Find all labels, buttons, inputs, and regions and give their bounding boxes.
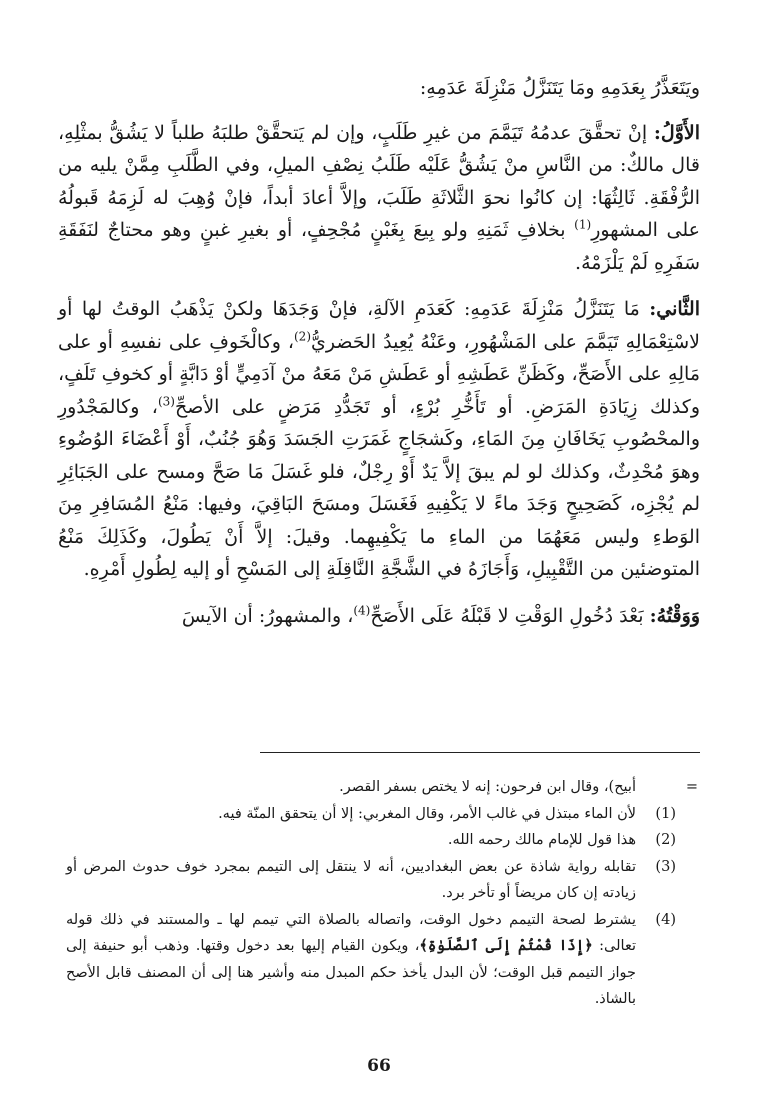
footnote-ref[interactable]: (3) (157, 394, 175, 409)
footnote-2 (66, 827, 676, 854)
intro-line (58, 72, 700, 105)
paragraph-text: بَعْدَ دُخُولِ الوَقْتِ لا قَبْلَهُ عَلَى الأَصَحِّ (370, 604, 650, 627)
footnotes (66, 774, 698, 1013)
footnote-text: لأن الماء مبتذل في غالب الأمر، وقال المغربي: إلا أن يتحقق المنّة فيه. (218, 805, 636, 822)
footnote-number: (1) (655, 805, 676, 822)
footnote-text: أبيح)، وقال ابن فرحون: إنه لا يختص بسفر القصر. (339, 779, 636, 795)
paragraph-third (58, 600, 700, 633)
footnote-text: تقابله رواية شاذة عن بعض البغداديين، أنه لا ينتقل إلى التيمم بمجرد خوف حدوث المرض أو زيادته إن كان مريضاً أو تأخر برد. (66, 858, 636, 901)
footnote-ref[interactable]: (1) (574, 217, 592, 232)
footnote-text: هذا قول للإمام مالك رحمه الله. (447, 832, 636, 848)
footnote-ref[interactable]: (2) (293, 329, 311, 344)
paragraph-lead: وَوَقْتُهُ: (649, 604, 700, 627)
footnote-3 (66, 854, 676, 907)
paragraph-second (58, 293, 700, 586)
quran-quote: ﴿إِذَا قُمْتُمْ إِلَى ٱلصَّلَوٰةِ﴾ (419, 937, 593, 954)
intro-text: ويَتَعَذَّرُ بِعَدَمِهِ ومَا يَتَنَزَّلُ مَنْزِلَةَ عَدَمِهِ: (419, 77, 700, 99)
page-number: 66 (367, 1056, 391, 1076)
footnote-continued (66, 774, 698, 801)
paragraph-lead: الأَوَّلُ: (653, 121, 700, 144)
footnote-4 (66, 907, 676, 1013)
paragraph-text: مَا يَتَنَزَّلُ مَنْزِلَةَ عَدَمِهِ: كَعَدَمِ الآلةِ، فإنْ وَجَدَهَا ولكنْ يَذْهَبُ الوقتُ لها أو لاسْتِعْمَالِهِ تَيَمَّمَ على المَشْهُورِ، وعَنْهُ يُعِيدُ الحَضريُّ (58, 298, 700, 353)
footnote-text: ، ويكون القيام إليها بعد دخول وقتها. وذهب أبو حنيفة إلى جواز التيمم قبل الوقت؛ لأن البدل يأخذ حكم المبدل منه وأشير هنا إلى أن المصنف قابل الأصح بالشاذ. (66, 938, 636, 1007)
footnote-number: (3) (655, 858, 676, 875)
continuation-mark: = (685, 779, 698, 795)
paragraph-lead: الثَّاني: (649, 298, 700, 320)
paragraph-first (58, 117, 700, 280)
footnote-ref[interactable]: (4) (353, 603, 371, 618)
footnote-divider (260, 752, 700, 753)
paragraph-text: إنْ تحقَّقَ عدمُهُ تَيَمَّمَ من غيرِ طَلَبٍ، وإن لم يَتحقَّقْ طلبَهُ طلباً لا يَشُقُّ بمثْلِهِ، قال مالكٌ: من النَّاسِ منْ يَشُقُّ عَلَيْه طَلَبُ نِصْفِ الميلِ، وفي الطَّلَبِ مِمَّنْ يليه من الرُّفْقَةِ. ثَالِثُهَا: إن كانُوا نحوَ الثَّلاثَةِ طَلَبَ، وإلاَّ أعادَ أبداً، فإنْ وُهِبَ له لَزِمَهُ قَبولُهُ على المشهورِ (58, 121, 700, 241)
footnote-number: (2) (655, 832, 676, 848)
footnote-text: يشترط لصحة التيمم دخول الوقت، واتصاله بالصلاة التي تيمم لها ـ والمستند في ذلك قوله تعالى: (66, 911, 637, 954)
footnote-1 (66, 801, 676, 828)
paragraph-text: ، وكالمَجْدُورِ والمحْصُوبِ يَخَافَانِ مِنَ المَاءِ، وكَشجَاجٍ غَمَرَتِ الجَسَدَ وَهُوَ جُنُبٌ، أَوْ أَعْضَاءَ الوُضُوءِ وهوَ مُحْدِثٌ، وكذلك لو لم يبقَ إلاَّ يَدٌ أَوْ رِجْلٌ، فلو غَسَلَ مَا صَحَّ ومسح على الجَبَائِرِ لم يُجْزِه، كَصَحِيحٍ وَجَدَ ماءً لا يَكْفِيهِ فَغَسَلَ ومسَحَ البَاقِيَ، وفيها: مَنْعُ المُسَافِرِ مِنَ الوَطءِ وليس مَعَهُمَا من الماءِ ما يَكْفِيهِما. وقيلَ: إلاَّ أَنْ يَطُولَ، وكَذَلِكَ مَنْعُ المتوضئين من التَّقْبِيلِ، وَأَجَازَهُ في الشَّجَّةِ النَّاقِلَةِ إلى المَسْحِ أو إليه لِطُولِ أَمْرِهِ. (58, 395, 700, 580)
main-text (58, 72, 700, 646)
footnote-number: (4) (655, 911, 676, 928)
paragraph-text: بخلافِ ثَمَنِهِ ولو بِيعَ بِغَبْنٍ مُجْحِفٍ، أو بغيرِ غبنٍ وهو محتاجٌ لنَفَقَةِ سَفَرِهِ لَمْ يَلْزَمْهُ. (58, 219, 700, 274)
paragraph-text: ، وكالْخَوفِ على نفسِهِ أو على مَالِهِ على الأَصَحِّ، وكَظَنِّ عَطَشِهِ أو عَطَشِ مَنْ مَعَهُ منْ آدَمِيٍّ أوْ دَابَّةٍ أو كخوفِ تَلَفٍ، وكذلك زِيَادَةِ المَرَضِ. أو تَأَخُّرِ بُرْءٍ، أو تَجَدُّدِ مَرَضٍ على الأصحِّ (58, 330, 700, 418)
paragraph-text: ، والمشهورُ: أن الآيسَ (181, 604, 354, 627)
